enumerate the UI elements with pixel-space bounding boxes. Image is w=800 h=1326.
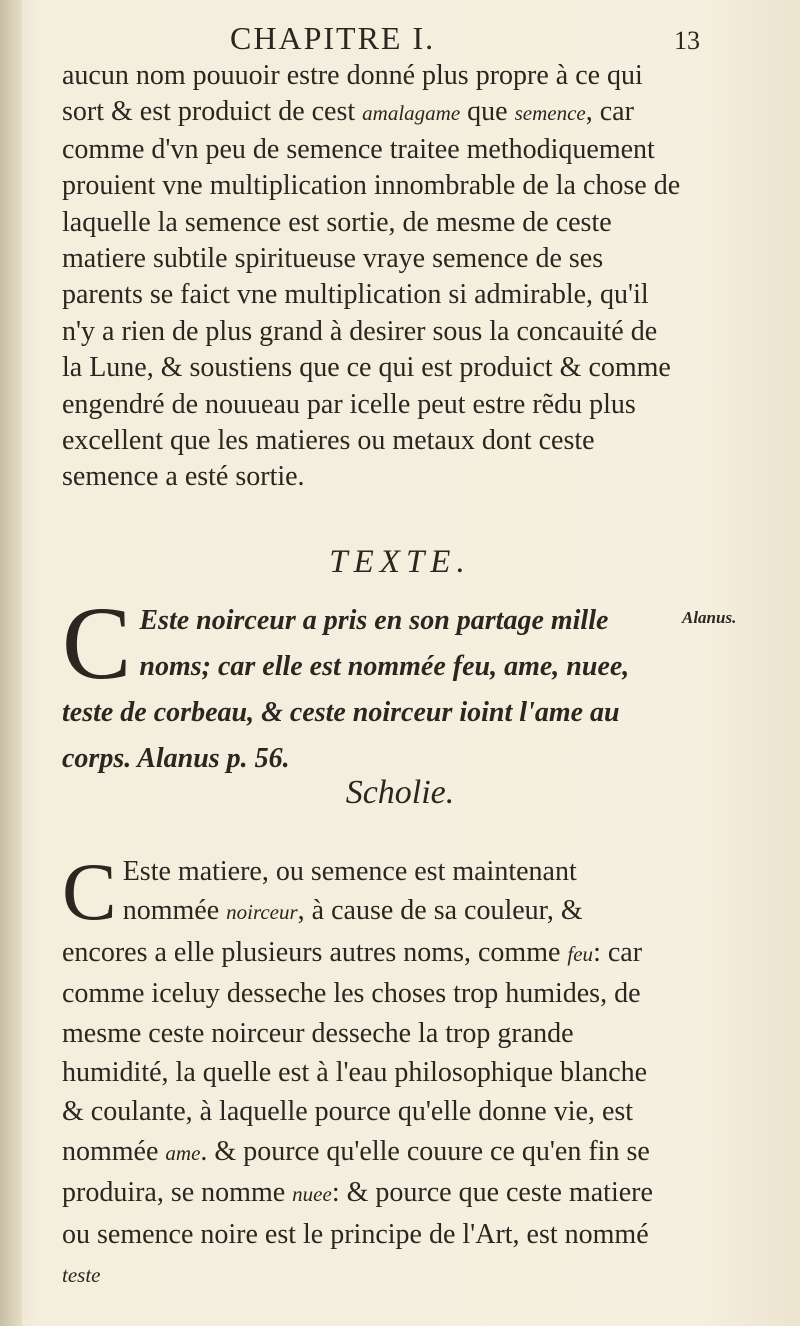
texte-body: Este noirceur a pris en son partage mille noms; car elle est nommée feu, ame, nuee, teste de corbeau, & ceste noirceur ioint l'ame au corps. Alanus p. 56. [62, 605, 630, 774]
page-gutter [0, 0, 22, 1326]
section-heading-texte: TEXTE. [329, 544, 471, 580]
section-heading-scholie: Scholie. [345, 774, 455, 811]
body-paragraph-2: C Este matiere, ou semence est maintenant nommée noirceur, à cause de sa couleur, & encores a elle plusieurs autres noms, comme feu: car comme iceluy desseche les choses trop humides, de mesme ceste noirceur desseche la trop grande humidité, la quelle est à l'eau philosophique blanche & coulante, à laquelle pource qu'elle donne vie, est nommée ame. & pource qu'elle couure ce qu'en fin se produira, se nomme nuee: & pource que ceste matiere ou semence noire est le principe de l'Art, est nommé teste [62, 846, 653, 1288]
texte-quote [62, 586, 682, 782]
drop-cap: C [62, 846, 117, 937]
drop-cap: C [62, 586, 132, 701]
page-header [60, 14, 700, 64]
margin-note: Alanus. [682, 608, 737, 627]
body-paragraph-1: aucun nom pouuoir estre donné plus propre à ce qui sort & est produict de cest amalagame que semence, car comme d'vn peu de semence traitee methodiquement prouient vne multiplication innombrable de la chose de laquelle la semence est sortie, de mesme de ceste matiere subtile spiritueuse vraye semence de ses parents se faict vne multiplication si admirable, qu'il n'y a rien de plus grand à desirer sous la concauité de la Lune, & soustiens que ce qui est produict & comme engendré de nouueau par icelle peut estre rẽdu plus excellent que les matieres ou metaux dont ceste semence a esté sortie. [62, 60, 681, 493]
running-head: CHAPITRE I. [230, 20, 436, 56]
page-number: 13 [674, 26, 700, 55]
